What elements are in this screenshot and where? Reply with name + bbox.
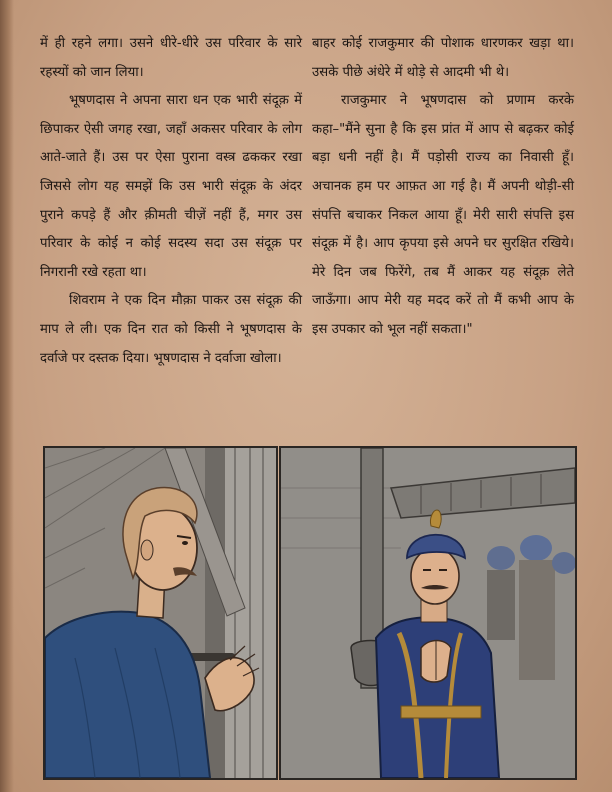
text-column-right (312, 30, 574, 345)
illustration-panel-prince (279, 446, 577, 780)
prince-face (411, 548, 459, 604)
text-column-left (40, 30, 302, 373)
paragraph: में ही रहने लगा। उसने धीरे-धीरे उस परिवार के सारे रहस्यों को जान लिया। (40, 36, 302, 80)
page-edge-shadow (0, 0, 14, 792)
paragraph: राजकुमार ने भूषणदास को प्रणाम करके कहा–"मैंने सुना है कि इस प्रांत में आप से बढ़कर कोई बड़ा धनी नहीं है। मैं पड़ोसी राज्य का निवासी हूँ। अचानक हम पर आफ़त आ गई है। मैं अपनी थोड़ी-सी संपत्ति बचाकर निकल आया हूँ। मेरी सारी संपत्ति इस संदूक़ में है। आप कृपया इसे अपने घर सुरक्षित रखिये। मेरे दिन जब फिरेंगे, तब मैं आकर यह संदूक़ लेते जाऊँगा। आप मेरी यह मदद करें तो मैं कभी आप के इस उपकार को भूल नहीं सकता।" (312, 93, 574, 337)
illustration-panel-bhushandas (43, 446, 278, 780)
paragraph: बाहर कोई राजकुमार की पोशाक धारणकर खड़ा था। उसके पीछे अंधेरे में थोड़े से आदमी भी थे। (312, 36, 574, 80)
paragraph: शिवराम ने एक दिन मौक़ा पाकर उस संदूक़ की माप ले ली। एक दिन रात को किसी ने भूषणदास के दर्वाजे पर दस्तक दिया। भूषणदास ने दर्वाजा खोला। (40, 293, 302, 366)
paragraph: भूषणदास ने अपना सारा धन एक भारी संदूक़ में छिपाकर ऐसी जगह रखा, जहाँ अकसर परिवार के लोग आते-जाते हैं। उस पर ऐसा पुराना वस्त्र ढककर रखा जिससे लोग यह समझें कि उस भारी संदूक़ के अंदर पुराने कपड़े हैं और क़ीमती चीज़ें नहीं हैं, मगर उस परिवार के कोई न कोई सदस्य सदा उस संदूक़ पर निगरानी रखे रहता था। (40, 93, 302, 280)
prince-illustration (281, 448, 575, 778)
bhushandas-illustration (45, 448, 276, 778)
door-frame (205, 448, 225, 778)
